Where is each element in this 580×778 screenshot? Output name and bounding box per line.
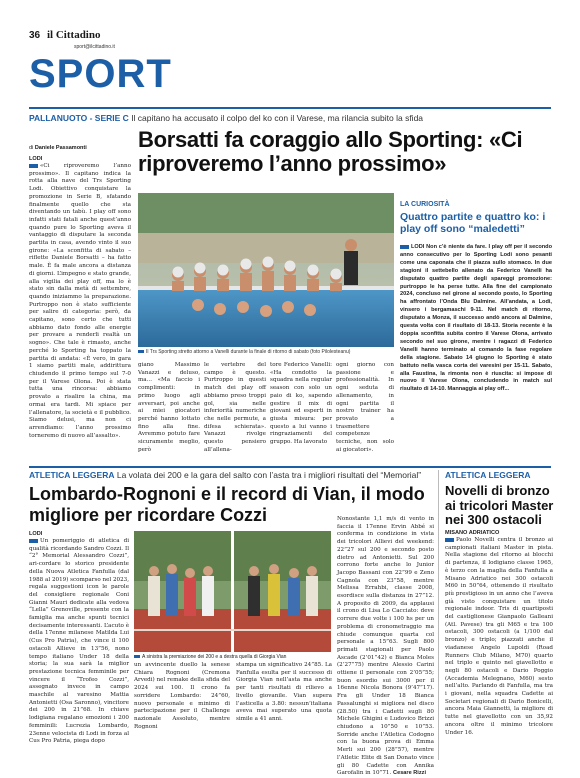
article2-kicker-tag: ATLETICA LEGGERA xyxy=(29,470,115,480)
article1-column-2 xyxy=(138,362,200,464)
paragraph-marker xyxy=(445,538,454,542)
caption-marker xyxy=(134,655,140,658)
article1-place: LODI xyxy=(29,156,43,162)
article1-byline xyxy=(29,145,87,151)
article1-col4-text: tore Federico Vanelli: «Ha condotto la squadra nella regular season con solo un paio di ko, sapendo gestire il mix di giovani ed esperti in giusta misura: per questo a lui vanno i ringraziamenti del gruppo. Ha lavorato xyxy=(270,362,332,446)
column-divider xyxy=(438,470,439,760)
curiosita-body-text: LODI Non c’è niente da fare. I play off per il secondo anno consecutivo per lo Sporting Lodi sono pesanti come una caponata che il piazza sullo stomaco. In due stagioni il settebello allenato da Federico Vanelli ha disputato quattro partite degli spareggi promozione: purtroppo le ha perse tutte. Alla fine del campionato 2024, concluso nel girone al secondo posto, lo Sporting ha affrontato l’Onda Blu Dalmine. All’andata, a Lodi, vinsero i bergamaschi 9-11. Nel match di ritorno, disputato a Monza, il successo andò ancora al Dalmine, questa volta con il risultato di 18-13. Storia recente è la doppia sconfitta subita contro il Varese Olona, arrivato secondo nel suo girone, mentre i ragazzi di Federico Vanelli hanno terminato al comando la fase regolare della stagione. Sabato 14 giugno lo Sporting è stato battuto nella vasca corta dei varesini per 15-11. Sabato, alla Faustina, la rimonta non è riuscita: si impose di nuovo il Varese Olona, concludendo in match sul risultato di 14-10. Mannaggia ai play off... xyxy=(400,244,552,393)
brief-place: MISANO ADRIATICO xyxy=(445,530,500,536)
paragraph-marker xyxy=(29,164,38,168)
paragraph-marker xyxy=(29,539,38,543)
article2-column-2 xyxy=(134,662,230,760)
article1-col1-text: «Ci riproveremo l’anno prossimo». Il capitano indica la rotta alla nave del Trs Sporting Lodi. Obiettivo conquistare la promozione in Serie B, sfatando finalmente quello che sta diventando un tabù. I play off sono infatti stati fatali anche quest’anno quando pure lo Sporting aveva il vantaggio di disputare la seconda partita in casa, avendo vinto il suo girone: «La sconfitta di sabato – riflette Daniele Borsatti – ha fatto male. È fa male ancora a distanza di giorni. L’impegno e stato grande, alla vigilia dei play off, ma lo è stato sin dalla metà di settembre, quando iniziammo la preparazione. Purtroppo non è stato sufficiente per salire di categoria: però, da capitano, sono certo che tutti abbiamo dato fondo alle energie per provare a renderli realtà un sogno». Che tale è rimasto, anche perché lo Sporting ha toppato la partita di andata: «È vero, in gara 1 siamo partiti male, addirittura chiudendo il primo tempo sul 7-0 per il Varese Olona. Poi è stata tutta una rincorsa: abbiamo provato a risalire la china, ma ormai era tardi. Mi spiace per l’allenatore, la società e il pubblico. Siamo delusi, ma non ci arrendiamo: l’anno prossimo torneremo di nuovo all’assalto». xyxy=(29,163,131,439)
article2-col2-text: un avvincente duello la senese Chiara Rognoni (Cremona Arvedi) nel remake della sfida del 2024 sui 100. Il crono fa sorridere Lombardo: 24”60, nuovo personale e minimo di partecipazione per il Challenge nazionale Assoluto, mentre Rognoni xyxy=(134,662,230,730)
article1-kicker xyxy=(29,113,551,123)
brief-body xyxy=(445,530,553,760)
article2-signature: Cesare Rizzi xyxy=(393,770,427,777)
article2-col1-text: Un pomeriggio di atletica di qualità ricordando Sandro Cozzi. Il “2° Memorial Alessandro Cozzi”, ari-cordare lo storico presidente della Nuova Atletica Fanfulla (dal 1988 al 2019) scomparso nel 2023, regala suggestioni icon le parole del consigliere regionale Coni Gianni Mauri dedicate alla vedova “Lella” Grenoville, presente con la famiglia ma anche spunti tecnici decisamente interessanti. L’acuto è della 17enne milanese Matilda Lui (Cus Pro Patria), che vince il 100 ostacoli Allieve in 13”56, nono tempo italiano Under 18 della storia; la sua sarà la miglior prestazione tecnica femminile per vincere il “Trofeo Cozzi”, assegnato invece in campo maschile al varesino Mattia Antonietti (Osa Saronno), vincitore dei 200 in 21”68. In chiave lodigiana regalano emozioni i 200 femminili: Lucrezia Lombardo, 23enne velocista di Lodi in forza al Cus Pro Patria, piega dopo xyxy=(29,538,129,745)
byline-prefix: di xyxy=(29,145,34,151)
section-divider-2 xyxy=(29,466,551,468)
article1-column-3 xyxy=(204,362,266,464)
article2-kicker-text: La volata dei 200 e la gara del salto con l’asta tra i migliori risultati del “Memorial” xyxy=(116,470,422,480)
article2-caption-text: A sinistra la premiazione dei 200 e a destra quella di Giorgia Vian xyxy=(142,654,287,660)
athletics-photo-illustration xyxy=(134,531,331,652)
brief-body-text: Paolo Novelli centra il bronzo ai campionati italiani Master in pista. Nella stagione del ritorno ai blocchi di partenza, il lodigiano classe 1965, è terzo con la maglia della Fanfulla a Misano Adriatico nei 300 ostacoli M60 in 50”64, ottenendo il risultato più prestigioso in un anno che l’aveva già visto conquistare un titolo regionale indoor. Tris di quartiposti del castiglionese Gianpaolo Galleani (Atl. Pavese) tra gli M65 e tra 100 ostacoli, 300 ostacoli (a 1/100 dal bronzo) e triplo; piazzati anche il viadanese Angelo Lupoldi (Road Runners Club Milano, M70) quarto nel triplo e quinto nel giavellotto e negli 80 ostacoli e Dario Poggio (Accademia Melegnano, M60) sesto nell’alto. Parlando di Fanfulla, ma tra i giovani, nella squadra Cadette ai Societari regionali di Dario Bonicelli, ancora Maia Giannetti, la migliore di tutte nel giavellotto con un 35,92 ancora oltre il minimo tricolore Under 16. xyxy=(445,537,553,736)
page-number: 36 xyxy=(29,30,41,41)
section-title: SPORT xyxy=(29,52,172,96)
paragraph-marker xyxy=(400,245,409,249)
curiosita-title: Quattro partite e quattro ko: i play off sono “maledetti” xyxy=(400,211,546,235)
section-divider xyxy=(29,107,551,109)
article2-column-4 xyxy=(337,516,434,777)
article1-col2-text: giano Massimo Vanazzi e deluso, ma... «Ma faccio i complimenti: in primo luogo agli avversari, poi anche ai miei giocatori perché hanno lottato fino alla fine. Avremmo potuto fare sicuramente meglio, però xyxy=(138,362,200,453)
section-email: sport@ilcittadino.it xyxy=(74,44,115,50)
article1-col3-text: le vertebre del campo è questo. Purtroppo in questi match dei play off abbiamo preso troppi gol, sia nelle inferiorità numeriche che nelle permute, a difesa schierata». Vanazzi rivolge questo pensiero all’allena- xyxy=(204,362,266,453)
article1-column-1 xyxy=(29,156,131,464)
article2-photo-caption xyxy=(134,654,331,660)
page-header xyxy=(29,29,549,50)
brief-headline: Novelli di bronzo ai tricolori Master nei 300 ostacoli xyxy=(445,483,554,527)
newspaper-logo: il Cittadino xyxy=(47,29,101,41)
article1-column-4 xyxy=(270,362,332,464)
byline-author: Daniele Passamonti xyxy=(34,145,87,151)
article2-column-3 xyxy=(236,662,332,760)
article2-headline: Lombardo-Rognoni e il record di Vian, il modo migliore per ricordare Cozzi xyxy=(29,484,425,525)
article2-column-1 xyxy=(29,531,129,761)
article1-kicker-tag: PALLANUOTO - SERIE C xyxy=(29,113,129,123)
brief-kicker: ATLETICA LEGGERA xyxy=(445,470,531,480)
article2-col4-text: Nonostante 1,1 m/s di vento in faccia il 17enne Ervin Abbé si conferma in condizione in vista dei tricolori Allievi del weekend: 22”27 sul 200 e secondo posto dietro ad Antonietti. Sul 200 corrono forte anche lo Junior Jacopo Bassani con 22”99 e Zeno Cagnola con 23”58, mentre Melissa Errahbi, classe 2008, esordisce sulla distanza in 27”12. A proposito di 2009, da applausi il crono di Lisa Lo Cacciato: deve correre due volte i 100 hs per un problema di cronometraggio ma chiude comunque quarta col personale a 15”63. Sugli 800 primati stagionali per Paolo Ascade (2’01”42) e Bianca Moles (2’27”75) mentre Alessio Carini ottiene il personale con 2’05”55; buon esordio sui 3000 per il 16enne Nicola Bonora (9’47”17). Fra gli Under 18 Bianca Passalunghi si migliora nel disco (28.50) tra i Cadetti sugli 80 Michele Ghigini e Ludovico Brizzi chiudono a 10”50 e 10”53. Sorride anche l’Atletica Codogno con la buona prova di Emma Merli sui 200 (28”57), mentre l’Atletic Elite di San Donato vince gli 80 Cadette con Annika Garofalin in 10”71. xyxy=(337,516,434,777)
article2-place: LODI xyxy=(29,531,43,537)
article1-column-5 xyxy=(336,362,394,464)
article1-kicker-text: Il capitano ha accusato il colpo del ko con il Varese, ma rilancia subito la sfida xyxy=(131,113,424,123)
article1-photo-caption xyxy=(138,349,394,355)
caption-marker xyxy=(138,350,144,353)
article1-caption-text: Il Trs Sporting stretto attorno a Vanelli durante la finale di ritorno di sabato (foto Pilolesteanu) xyxy=(146,349,351,355)
article2-photo xyxy=(134,531,331,652)
article2-col3-text: stampa un significativo 24”85. La Fanfulla esulta per il successo di Giorgia Vian nell’asta ma anche per tanti risultati di rilievo a livello giovanile. Vian supera l’asticella a 3.80: nessun’italiana aveva mai superato una quota simile a 41 anni. xyxy=(236,662,332,722)
article2-kicker xyxy=(29,470,429,480)
article1-col5-text: ogni giorno con passione e professionalità. In ogni seduta di allenamento, in ogni partita il nostro trainer ha provato a trasmettere competenze tecniche, non solo ai giocatori». xyxy=(336,362,394,453)
team-photo-illustration xyxy=(138,193,394,347)
curiosita-label: LA CURIOSITÀ xyxy=(400,201,450,208)
curiosita-body xyxy=(400,244,552,456)
article1-photo xyxy=(138,193,394,347)
article1-headline: Borsatti fa coraggio allo Sporting: «Ci riproveremo l’anno prossimo» xyxy=(138,127,523,176)
